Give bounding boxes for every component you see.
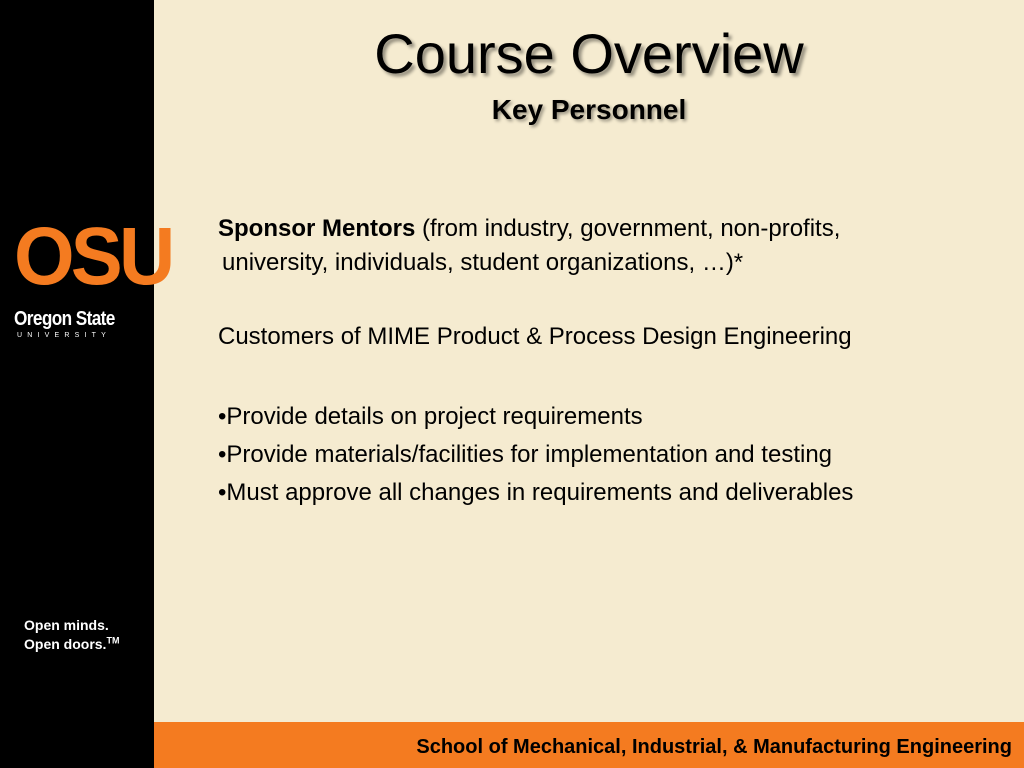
footer-text: School of Mechanical, Industrial, & Manufacturing Engineering: [416, 736, 1012, 758]
sponsor-mentors-paragraph: [218, 212, 1008, 280]
bullet-list: [218, 398, 1008, 512]
slide-title: Course Overview: [374, 22, 804, 85]
bullet-item: •Must approve all changes in requirements and deliverables: [218, 479, 854, 506]
logo-osu-text: OSU: [14, 211, 172, 302]
sponsor-mentors-heading: Sponsor Mentors: [218, 215, 416, 242]
sponsor-line-1: [218, 212, 1008, 246]
sponsor-line-2: university, individuals, student organizations, …)*: [222, 249, 744, 276]
bullet-item: •Provide materials/facilities for implementation and testing: [218, 441, 833, 468]
slide-subtitle: Key Personnel: [491, 94, 687, 125]
bullet-item: •Provide details on project requirements: [218, 403, 643, 430]
slide-content: [218, 212, 1008, 512]
tagline: [24, 616, 119, 654]
tagline-line-2: [24, 635, 119, 654]
osu-logo: [14, 211, 172, 341]
tagline-line-2-text: Open doors.: [24, 636, 107, 652]
customers-paragraph: Customers of MIME Product & Process Design Engineering: [218, 323, 852, 350]
logo-university-name: Oregon State: [14, 308, 115, 330]
trademark-mark: TM: [106, 635, 120, 646]
tagline-line-1: Open minds.: [24, 617, 109, 633]
sidebar: [0, 0, 172, 768]
logo-university-label: UNIVERSITY: [17, 332, 112, 339]
sponsor-description: (from industry, government, non-profits,: [415, 215, 841, 242]
footer-bar: [154, 722, 1024, 768]
